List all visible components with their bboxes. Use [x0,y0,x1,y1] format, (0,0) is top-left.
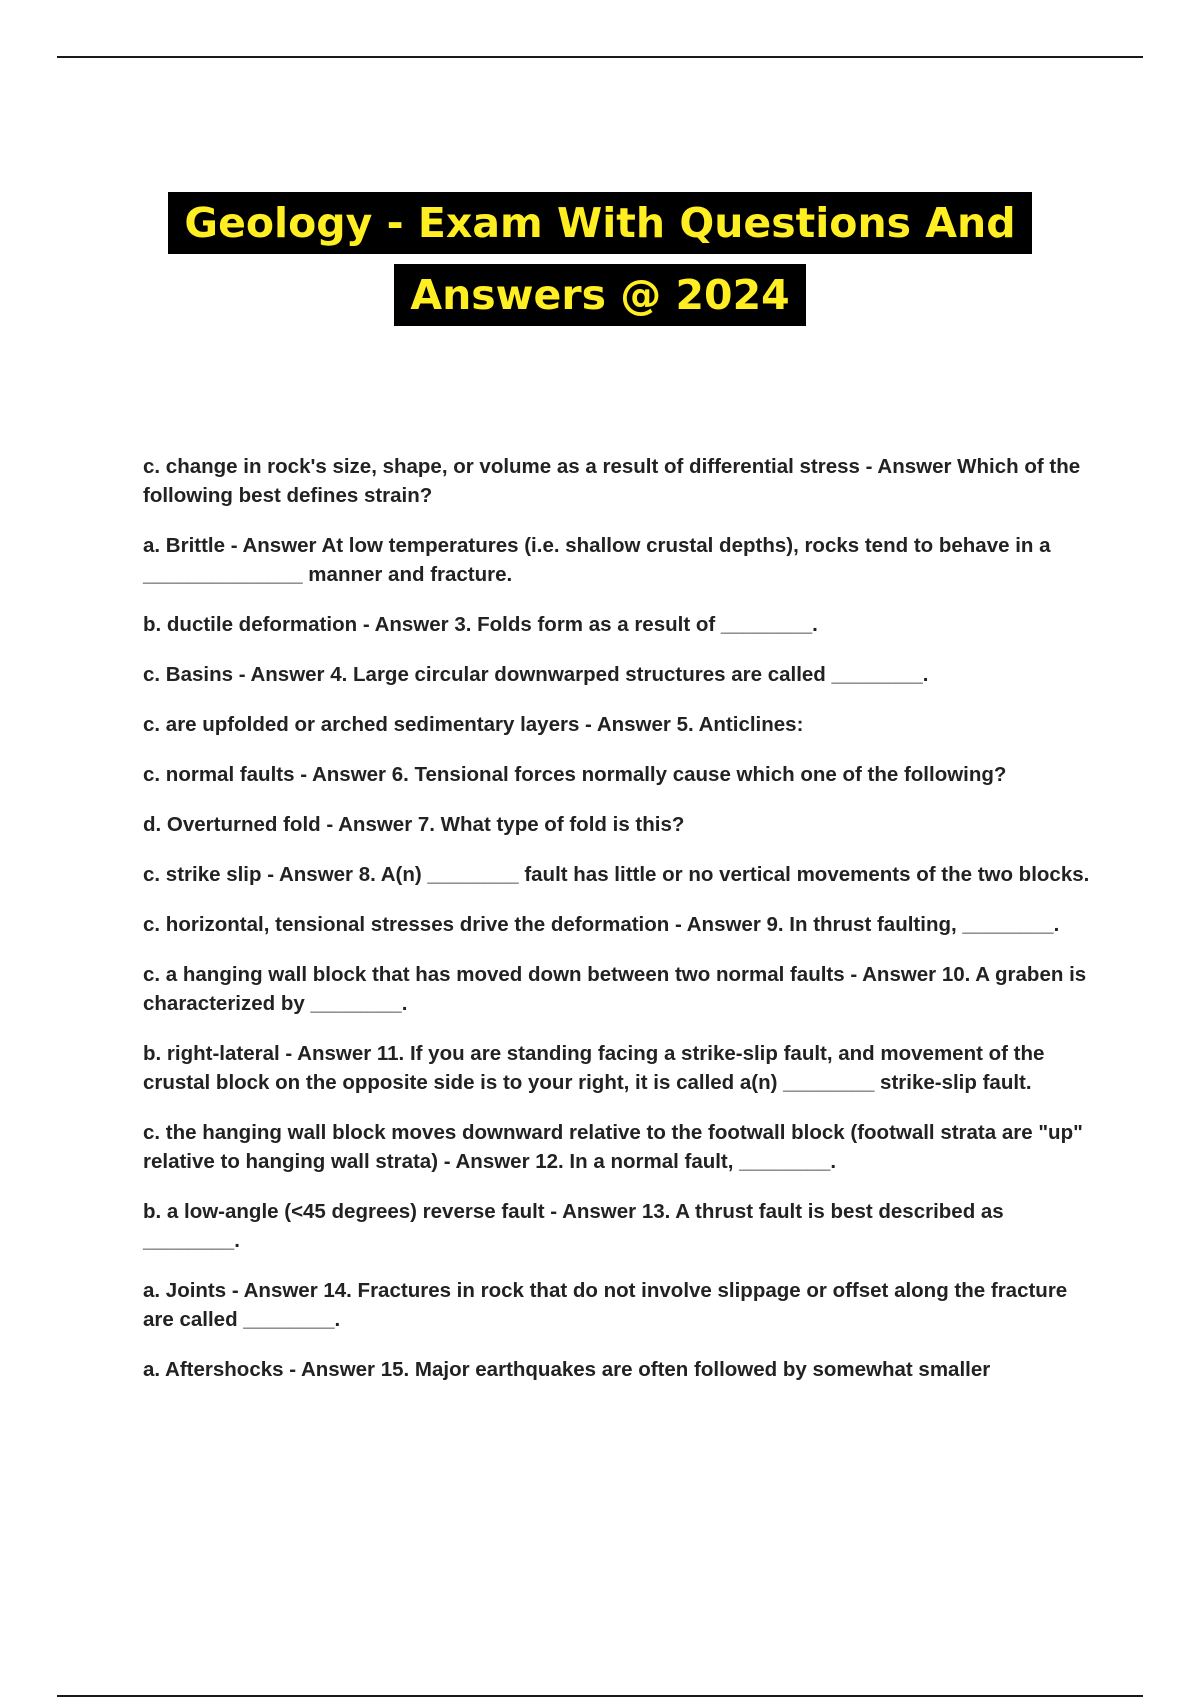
qa-item: a. Brittle - Answer At low temperatures (i.e. shallow crustal depths), rocks tend to behave in a ______________ manner and fracture. [143,534,1051,586]
qa-item: b. ductile deformation - Answer 3. Folds form as a result of ________. [143,613,818,636]
qa-item: b. right-lateral - Answer 11. If you are standing facing a strike-slip fault, and movement of the crustal block on the opposite side is to your right, it is called a(n) ________ strike-slip fault. [143,1042,1045,1094]
qa-item: c. Basins - Answer 4. Large circular downwarped structures are called ________. [143,663,929,686]
qa-item: c. a hanging wall block that has moved down between two normal faults - Answer 10. A graben is characterized by ________. [143,963,1087,1015]
title-line-1: Geology - Exam With Questions And [168,192,1031,254]
title-line-2: Answers @ 2024 [394,264,805,326]
document-title [0,192,1200,326]
qa-item: c. change in rock's size, shape, or volume as a result of differential stress - Answer Which of the following best defines strain? [143,455,1081,507]
qa-item: c. strike slip - Answer 8. A(n) ________ fault has little or no vertical movements of the two blocks. [143,863,1090,886]
qa-item: a. Aftershocks - Answer 15. Major earthquakes are often followed by somewhat smaller [143,1358,991,1381]
qa-item: c. are upfolded or arched sedimentary layers - Answer 5. Anticlines: [143,713,804,736]
qa-item: a. Joints - Answer 14. Fractures in rock that do not involve slippage or offset along the fracture are called ________. [143,1279,1068,1331]
qa-item: c. the hanging wall block moves downward relative to the footwall block (footwall strata are "up" relative to hanging wall strata) - Answer 12. In a normal fault, ________. [143,1121,1083,1173]
footer-rule [57,1695,1143,1697]
qa-item: c. horizontal, tensional stresses drive the deformation - Answer 9. In thrust faulting, ________. [143,913,1060,936]
qa-item: b. a low-angle (<45 degrees) reverse fault - Answer 13. A thrust fault is best described as ________. [143,1200,1004,1252]
qa-item: d. Overturned fold - Answer 7. What type of fold is this? [143,813,685,836]
header-rule [57,56,1143,58]
qa-list [143,452,1098,1405]
qa-item: c. normal faults - Answer 6. Tensional forces normally cause which one of the following? [143,763,1007,786]
